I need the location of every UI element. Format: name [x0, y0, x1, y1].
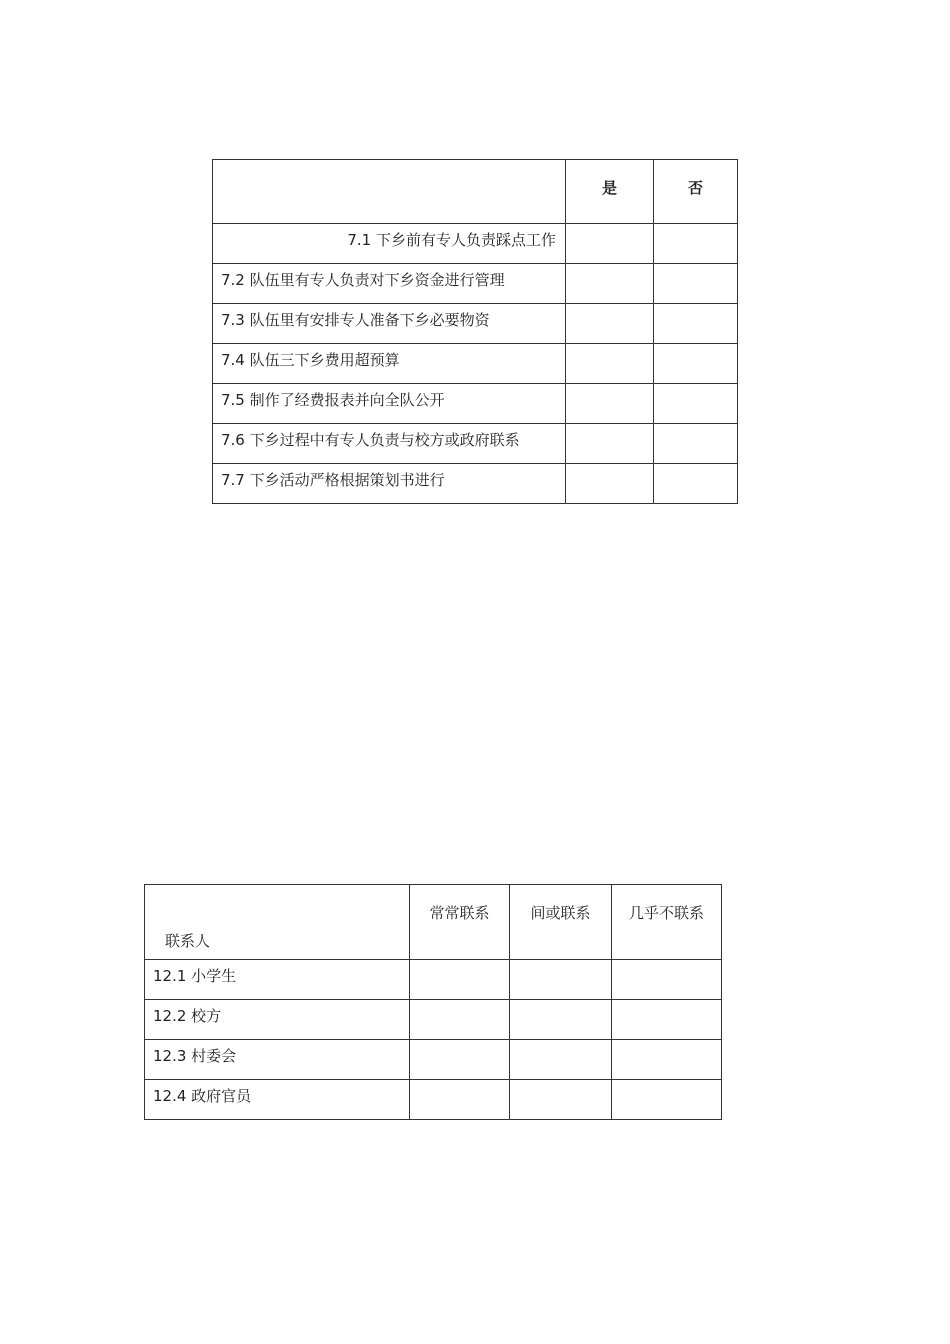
- table-row: [213, 344, 738, 384]
- item-label: 12.4 政府官员: [145, 1080, 410, 1120]
- yes-cell[interactable]: [566, 304, 654, 344]
- item-label: 7.7 下乡活动严格根据策划书进行: [213, 464, 566, 504]
- item-label: 7.6 下乡过程中有专人负责与校方或政府联系: [213, 424, 566, 464]
- no-cell[interactable]: [654, 464, 738, 504]
- table-row: [145, 1040, 722, 1080]
- rarely-cell[interactable]: [612, 1040, 722, 1080]
- table-header-row: [213, 160, 738, 224]
- item-label: 12.1 小学生: [145, 960, 410, 1000]
- often-cell[interactable]: [410, 1080, 510, 1120]
- occasionally-cell[interactable]: [510, 1080, 612, 1120]
- table-row: [145, 1080, 722, 1120]
- no-cell[interactable]: [654, 384, 738, 424]
- yes-cell[interactable]: [566, 424, 654, 464]
- item-label: 7.4 队伍三下乡费用超预算: [213, 344, 566, 384]
- table-row: [213, 224, 738, 264]
- table-row: [213, 424, 738, 464]
- rarely-cell[interactable]: [612, 1080, 722, 1120]
- table-row: [213, 304, 738, 344]
- no-cell[interactable]: [654, 344, 738, 384]
- table-row: [213, 384, 738, 424]
- header-often: 常常联系: [410, 885, 510, 960]
- table-row: [145, 1000, 722, 1040]
- no-cell[interactable]: [654, 424, 738, 464]
- yes-cell[interactable]: [566, 464, 654, 504]
- header-no: 否: [654, 160, 738, 224]
- header-yes: 是: [566, 160, 654, 224]
- header-occasionally: 间或联系: [510, 885, 612, 960]
- yes-cell[interactable]: [566, 344, 654, 384]
- header-blank: [213, 160, 566, 224]
- yes-cell[interactable]: [566, 384, 654, 424]
- often-cell[interactable]: [410, 960, 510, 1000]
- often-cell[interactable]: [410, 1000, 510, 1040]
- item-label: 7.5 制作了经费报表并向全队公开: [213, 384, 566, 424]
- no-cell[interactable]: [654, 224, 738, 264]
- table-row: [145, 960, 722, 1000]
- no-cell[interactable]: [654, 264, 738, 304]
- often-cell[interactable]: [410, 1040, 510, 1080]
- yes-cell[interactable]: [566, 224, 654, 264]
- header-contact-person: 联系人: [145, 885, 410, 960]
- table-row: [213, 264, 738, 304]
- occasionally-cell[interactable]: [510, 1040, 612, 1080]
- item-label: 12.2 校方: [145, 1000, 410, 1040]
- rarely-cell[interactable]: [612, 960, 722, 1000]
- occasionally-cell[interactable]: [510, 1000, 612, 1040]
- item-label: 7.2 队伍里有专人负责对下乡资金进行管理: [213, 264, 566, 304]
- yes-cell[interactable]: [566, 264, 654, 304]
- table-row: [213, 464, 738, 504]
- item-label: 7.3 队伍里有安排专人准备下乡必要物资: [213, 304, 566, 344]
- table-header-row: [145, 885, 722, 960]
- occasionally-cell[interactable]: [510, 960, 612, 1000]
- no-cell[interactable]: [654, 304, 738, 344]
- item-label: 12.3 村委会: [145, 1040, 410, 1080]
- checklist-table: [212, 159, 738, 504]
- rarely-cell[interactable]: [612, 1000, 722, 1040]
- item-label: 7.1 下乡前有专人负责踩点工作: [213, 224, 566, 264]
- contact-frequency-table: [144, 884, 722, 1120]
- header-rarely: 几乎不联系: [612, 885, 722, 960]
